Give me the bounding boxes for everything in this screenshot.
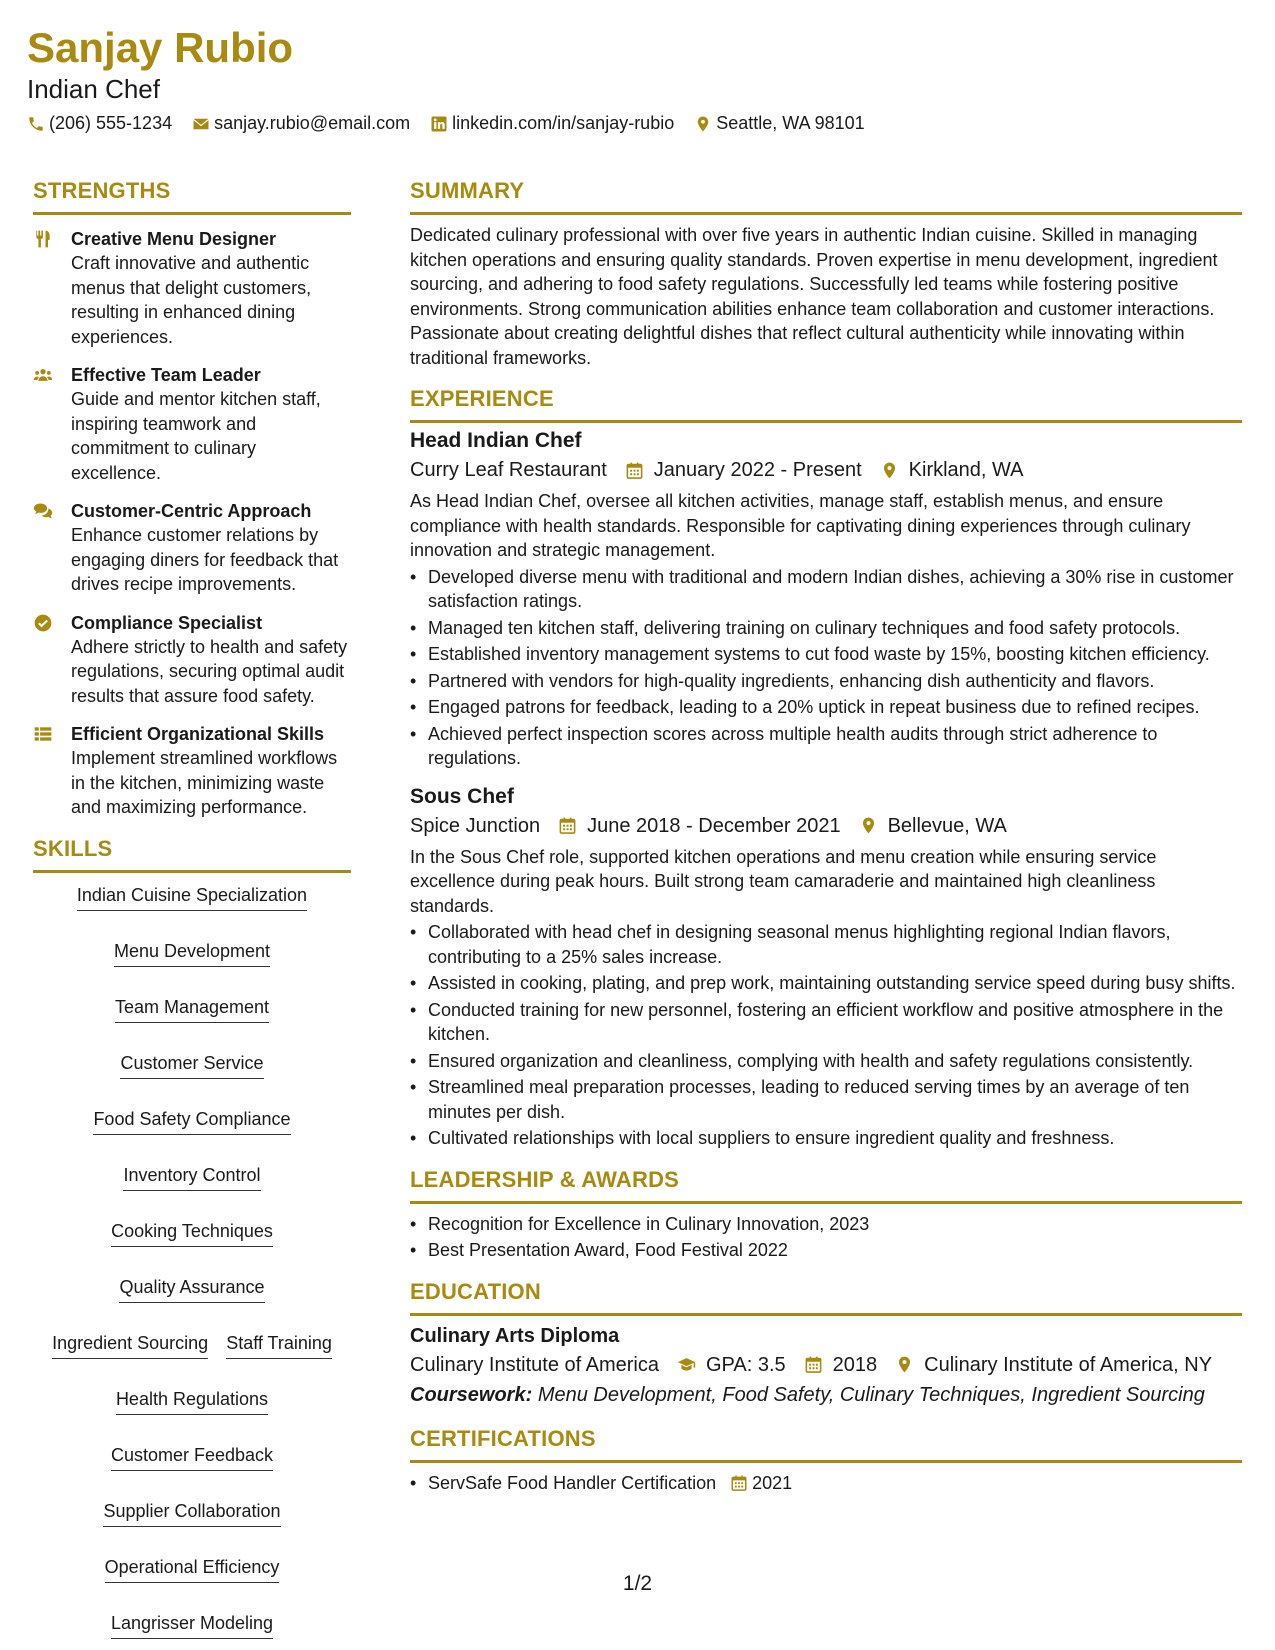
education-meta (410, 1350, 1242, 1380)
job-meta (410, 455, 1242, 485)
job-location: Bellevue, WA (887, 814, 1007, 837)
skill-tag: Team Management (115, 995, 269, 1023)
education-location-wrap (895, 1350, 1212, 1380)
skill-tag: Menu Development (114, 939, 270, 967)
job-bullets (410, 920, 1242, 1151)
job-bullet: • Streamlined meal preparation processes, leading to reduced serving times by an average of ten minutes per dish. (410, 1075, 1242, 1124)
skills-heading: SKILLS (33, 834, 351, 873)
job-entry (410, 427, 1242, 771)
education-gpa: GPA: 3.5 (706, 1353, 786, 1376)
job-location-wrap (859, 811, 1007, 841)
comments-icon (33, 501, 53, 521)
summary-heading: SUMMARY (410, 176, 1242, 215)
experience-section (410, 384, 1242, 1151)
linkedin-icon (430, 115, 448, 133)
skill-tag: Health Regulations (116, 1387, 268, 1415)
strength-desc: Guide and mentor kitchen staff, inspiring teamwork and commitment to culinary excellence. (71, 389, 321, 483)
job-company: Spice Junction (410, 814, 541, 837)
job-bullet: • Ensured organization and cleanliness, complying with health and safety regulations consistently. (410, 1049, 1242, 1074)
skills-list (33, 883, 351, 1639)
contact-email[interactable] (192, 113, 410, 134)
summary-section (410, 176, 1242, 370)
job-description: As Head Indian Chef, oversee all kitchen activities, manage staff, establish menus, and ensure compliance with health standards. Responsible for captivating dining experiences through culinary innovation and strategic management. (410, 491, 1191, 560)
certifications-list (410, 1471, 1242, 1496)
job-dates: January 2022 - Present (653, 459, 862, 481)
job-bullet: • Conducted training for new personnel, fostering an efficient workflow and positive atmosphere in the kitchen. (410, 998, 1242, 1047)
summary-text: Dedicated culinary professional with over five years in authentic Indian cuisine. Skilled in managing kitchen operations and ensuring quality standards. Proven expertise in menu development, ingredient sourcing, and adhering to food safety regulations. Successfully led teams while fostering positive environments. Strong communication abilities enhance team collaboration and customer interactions. Passionate about creating delightful dishes that reflect cultural authenticity while innovating within traditional frameworks. (410, 225, 1218, 368)
linkedin-text[interactable]: linkedin.com/in/sanjay-rubio (452, 113, 675, 133)
candidate-title: Indian Chef (27, 74, 160, 104)
job-bullet: • Partnered with vendors for high-quality ingredients, enhancing dish authenticity and flavors. (410, 669, 1242, 694)
strengths-list (33, 227, 351, 820)
phone-text: (206) 555-1234 (49, 113, 173, 133)
left-column (33, 176, 351, 1639)
strength-title: Compliance Specialist (71, 612, 263, 633)
skill-tag: Langrisser Modeling (111, 1611, 273, 1639)
strength-title: Efficient Organizational Skills (71, 724, 325, 744)
education-year-wrap (804, 1350, 878, 1380)
page-number: 1/2 (622, 1572, 653, 1595)
map-pin-icon (694, 115, 712, 133)
experience-heading: EXPERIENCE (410, 384, 1242, 423)
map-pin-icon (895, 1355, 914, 1374)
skill-tag: Quality Assurance (119, 1275, 264, 1303)
list-icon (33, 724, 53, 744)
skill-tag: Ingredient Sourcing (52, 1331, 208, 1359)
candidate-name: Sanjay Rubio (27, 24, 294, 71)
certification-item (410, 1471, 1242, 1496)
strength-title: Creative Menu Designer (71, 229, 277, 249)
certification-name: • ServSafe Food Handler Certification (428, 1472, 717, 1493)
right-column (410, 176, 1242, 1497)
education-degree: Culinary Arts Diploma (410, 1324, 620, 1347)
map-pin-icon (859, 816, 878, 835)
education-gpa-wrap (677, 1350, 786, 1380)
skills-section (33, 834, 351, 1639)
certification-year: 2021 (752, 1472, 793, 1493)
coursework-text: Menu Development, Food Safety, Culinary Techniques, Ingredient Sourcing (537, 1383, 1205, 1406)
contact-linkedin[interactable] (430, 113, 674, 134)
strength-desc: Adhere strictly to health and safety regulations, securing optimal audit results that assure food safety. (71, 636, 348, 706)
job-bullet: • Cultivated relationships with local suppliers to ensure ingredient quality and freshness. (410, 1126, 1242, 1151)
strength-desc: Enhance customer relations by engaging diners for feedback that drives recipe improvements. (71, 525, 339, 594)
skill-tag: Inventory Control (123, 1163, 260, 1191)
job-company: Curry Leaf Restaurant (410, 459, 607, 481)
job-bullet: • Engaged patrons for feedback, leading to a 20% uptick in repeat business due to refined recipes. (410, 695, 1242, 720)
skill-tag: Indian Cuisine Specialization (77, 883, 307, 911)
users-icon (33, 365, 53, 385)
job-dates-wrap (625, 455, 862, 485)
resume-header (27, 22, 293, 104)
job-bullet: • Developed diverse menu with traditional and modern Indian dishes, achieving a 30% rise in customer satisfaction ratings. (410, 565, 1242, 614)
education-coursework (410, 1380, 1242, 1410)
phone-icon (27, 115, 45, 133)
strength-title: Effective Team Leader (71, 365, 261, 385)
skill-tag: Food Safety Compliance (93, 1107, 290, 1135)
check-circle-icon (33, 613, 53, 633)
awards-list (410, 1212, 1242, 1263)
education-section (410, 1277, 1242, 1410)
education-year: 2018 (832, 1353, 878, 1376)
skill-tag: Supplier Collaboration (103, 1499, 280, 1527)
calendar-icon (804, 1355, 823, 1374)
job-bullets (410, 565, 1242, 771)
strength-item (33, 227, 351, 349)
location-text: Seattle, WA 98101 (716, 113, 865, 133)
job-bullet: • Established inventory management systems to cut food waste by 15%, boosting kitchen efficiency. (410, 642, 1242, 667)
certifications-section (410, 1424, 1242, 1496)
award-item: • Recognition for Excellence in Culinary Innovation, 2023 (410, 1212, 1242, 1237)
strength-desc: Craft innovative and authentic menus that delight customers, resulting in enhanced dining experiences. (71, 253, 312, 347)
education-location: Culinary Institute of America, NY (924, 1353, 1213, 1376)
calendar-icon (625, 461, 644, 480)
utensils-icon (33, 229, 53, 249)
graduation-cap-icon (677, 1355, 696, 1374)
job-bullet: • Achieved perfect inspection scores across multiple health audits through strict adherence to regulations. (410, 722, 1242, 771)
strength-title: Customer-Centric Approach (71, 501, 312, 521)
skill-tag: Staff Training (226, 1331, 332, 1359)
job-entry (410, 783, 1242, 1151)
certifications-heading: CERTIFICATIONS (410, 1424, 1242, 1463)
job-bullet: • Managed ten kitchen staff, delivering training on culinary techniques and food safety protocols. (410, 616, 1242, 641)
strength-item (33, 722, 351, 820)
job-dates-wrap (558, 811, 841, 841)
education-school: Culinary Institute of America (410, 1353, 659, 1376)
envelope-icon (192, 115, 210, 133)
skill-tag: Customer Feedback (111, 1443, 273, 1471)
job-meta (410, 811, 1242, 841)
award-item: • Best Presentation Award, Food Festival 2022 (410, 1238, 1242, 1263)
awards-heading: LEADERSHIP & AWARDS (410, 1165, 1242, 1204)
job-dates: June 2018 - December 2021 (587, 814, 841, 837)
map-pin-icon (880, 461, 899, 480)
job-bullet: • Assisted in cooking, plating, and prep work, maintaining outstanding service speed during busy shifts. (410, 971, 1242, 996)
job-role: Sous Chef (410, 784, 514, 808)
skill-tag: Customer Service (120, 1051, 263, 1079)
skill-tag: Operational Efficiency (105, 1555, 280, 1583)
calendar-icon (730, 1474, 748, 1492)
strength-desc: Implement streamlined workflows in the kitchen, minimizing waste and maximizing performance. (71, 748, 338, 817)
coursework-label: Coursework: (410, 1383, 533, 1406)
email-text[interactable]: sanjay.rubio@email.com (214, 113, 411, 133)
job-description: In the Sous Chef role, supported kitchen operations and menu creation while ensuring service excellence during peak hours. Built strong team camaraderie and maintained high cleanliness standards. (410, 846, 1157, 916)
calendar-icon (558, 816, 577, 835)
awards-section (410, 1165, 1242, 1263)
job-role: Head Indian Chef (410, 429, 582, 452)
contact-location (694, 113, 864, 134)
strength-item (33, 499, 351, 597)
strength-item (33, 611, 351, 709)
job-bullet: • Collaborated with head chef in designing seasonal menus highlighting regional Indian flavors, contributing to a 25% sales increase. (410, 920, 1242, 969)
skill-tag: Cooking Techniques (111, 1219, 273, 1247)
job-location-wrap (880, 455, 1024, 485)
education-heading: EDUCATION (410, 1277, 1242, 1316)
strength-item (33, 363, 351, 485)
contact-phone (27, 113, 172, 134)
strengths-section (33, 176, 351, 820)
job-location: Kirkland, WA (908, 459, 1024, 481)
contact-bar (27, 113, 885, 134)
strengths-heading: STRENGTHS (33, 176, 351, 215)
